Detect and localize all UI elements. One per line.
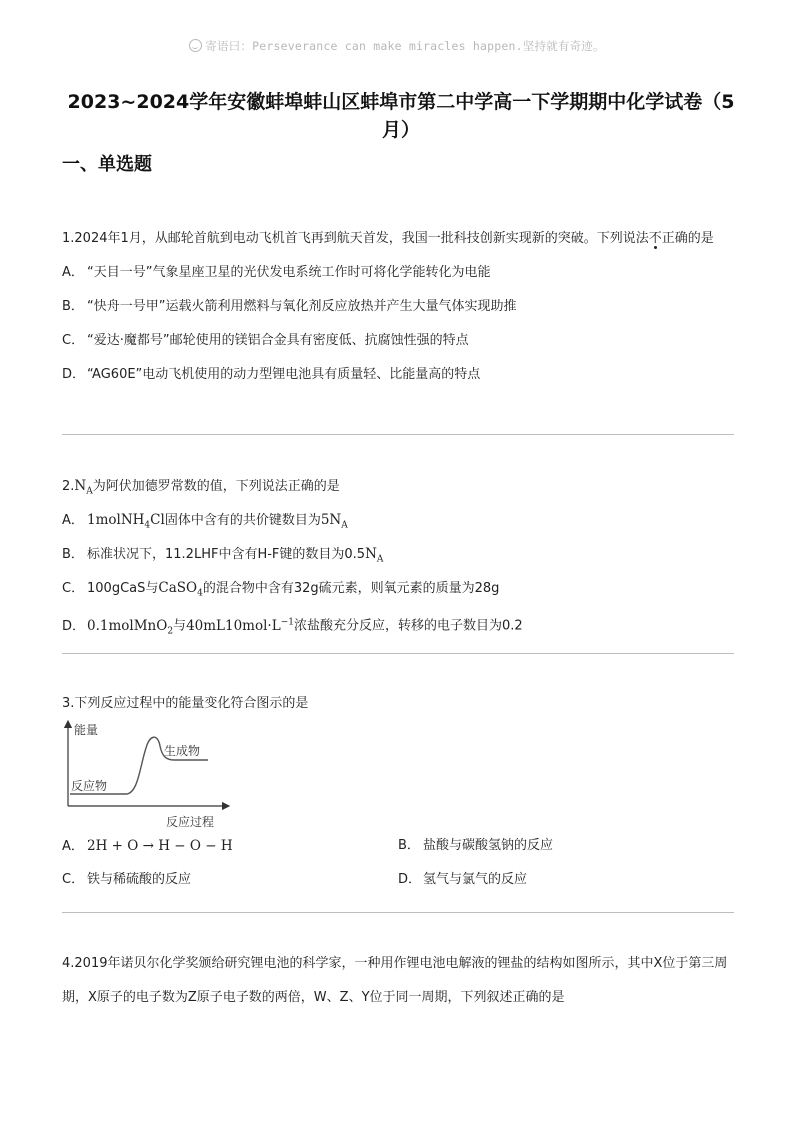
question-2 — [62, 469, 734, 639]
question-1-option-b[interactable]: B． “快舟一号甲”运载火箭利用燃料与氧化剂反应放热并产生大量气体实现助推 — [62, 299, 517, 314]
question-3 — [62, 687, 734, 721]
question-4-stem: 4.2019年诺贝尔化学奖颁给研究锂电池的科学家，一种用作锂电池电解液的锂盐的结构如图所示，其中X位于第三周期，X原子的电子数为Z原子电子数的两倍，W、Z、Y位于同一周期，下列叙述正确的是 — [62, 956, 728, 1005]
question-divider — [62, 434, 734, 435]
question-4 — [62, 947, 734, 1015]
question-1-stem: 1.2024年1月，从邮轮首航到电动飞机首飞再到航天首发，我国一批科技创新实现新的突破。下列说法不正确的是 — [62, 231, 714, 246]
motto-text: 寄语曰：Perseverance can make miracles happen.坚持就有奇迹。 — [205, 39, 605, 53]
section-heading: 一、单选题 — [62, 154, 152, 175]
energy-diagram — [62, 718, 232, 830]
question-3-option-b[interactable]: B． 盐酸与碳酸氢钠的反应 — [398, 838, 554, 853]
document-title: 2023~2024学年安徽蚌埠蚌山区蚌埠市第二中学高一下学期期中化学试卷（5月） — [67, 91, 735, 141]
question-3-options — [62, 829, 734, 897]
question-1-option-d[interactable]: D． “AG60E”电动飞机使用的动力型锂电池具有质量轻、比能量高的特点 — [62, 367, 481, 382]
x-axis-label: 反应过程 — [166, 815, 215, 829]
question-divider — [62, 912, 734, 913]
question-1 — [62, 222, 734, 392]
question-2-option-a[interactable]: A． 1molNH$_4$Cl固体中含有的共价键数目为$5N_A$ — [62, 512, 348, 531]
question-2-option-d[interactable]: D． 0.1molMnO$_2$与$40mL10mol\cdot L^{-1}$浓盐酸充分反应，转移的电子数目为0.2 — [62, 617, 523, 637]
question-1-option-a[interactable]: A． “天目一号”气象星座卫星的光伏发电系统工作时可将化学能转化为电能 — [62, 265, 491, 280]
question-3-stem: 3.下列反应过程中的能量变化符合图示的是 — [62, 696, 309, 711]
product-label: 生成物 — [164, 744, 201, 758]
reactant-label: 反应物 — [71, 779, 108, 793]
y-axis-label: 能量 — [74, 723, 99, 737]
question-1-option-c[interactable]: C． “爱达·魔都号”邮轮使用的镁铝合金具有密度低、抗腐蚀性强的特点 — [62, 333, 469, 348]
emphasis-dot: 不 — [648, 231, 662, 246]
motto-header — [0, 38, 794, 54]
question-2-option-b[interactable]: B． 标准状况下，11.2LHF中含有H-F键的数目为$0.5N_A$ — [62, 546, 384, 565]
smile-icon — [189, 39, 202, 52]
question-3-option-c[interactable]: C． 铁与稀硫酸的反应 — [62, 872, 192, 887]
question-3-option-d[interactable]: D． 氢气与氯气的反应 — [398, 872, 528, 887]
question-2-option-c[interactable]: C． 100gCaS与CaSO$_4$的混合物中含有32g硫元素，则氧元素的质量为28g — [62, 580, 500, 599]
question-3-option-a[interactable]: A． 2H + O → H − O − H — [62, 838, 233, 854]
question-divider — [62, 653, 734, 654]
question-2-stem: $2.N_A$为阿伏加德罗常数的值，下列说法正确的是 — [62, 478, 340, 497]
